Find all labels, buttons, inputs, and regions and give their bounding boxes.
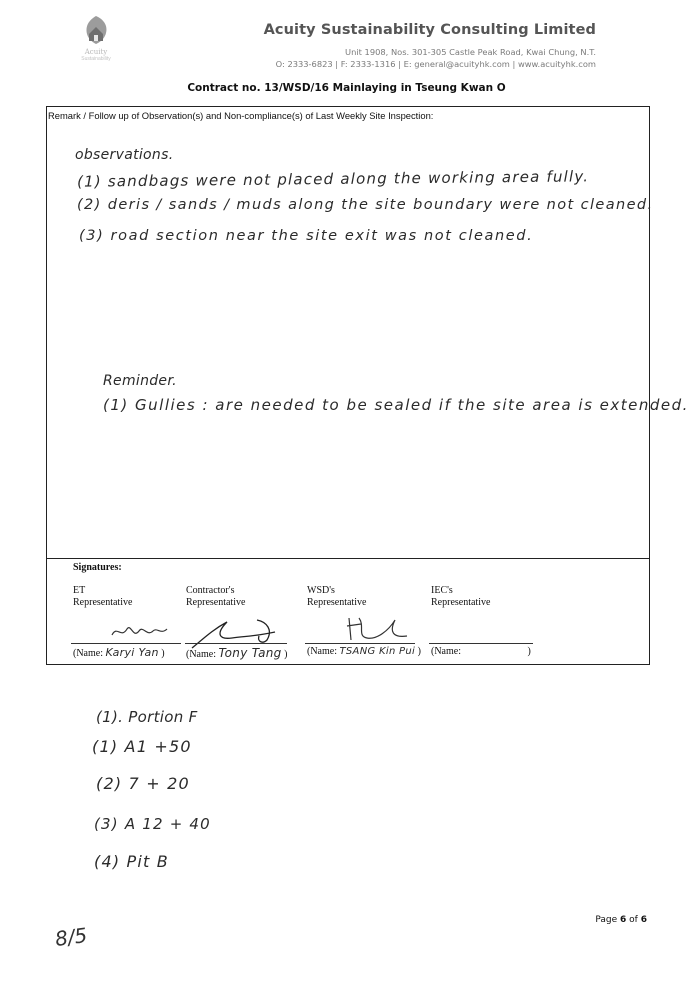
contractor-signature-mark bbox=[187, 610, 287, 650]
name-close: ) bbox=[417, 646, 421, 657]
contractor-name-value: Tony Tang bbox=[218, 646, 282, 660]
signature-role-iec bbox=[431, 585, 490, 609]
signature-role-wsd bbox=[307, 585, 366, 609]
role-line: Representative bbox=[73, 597, 133, 608]
company-logo bbox=[70, 14, 122, 74]
wsd-name-field bbox=[307, 646, 421, 657]
page-current: 6 bbox=[620, 915, 627, 925]
signatures-title: Signatures: bbox=[73, 562, 122, 573]
signature-line bbox=[429, 643, 533, 644]
reminder-heading: Reminder. bbox=[103, 373, 177, 389]
company-info bbox=[264, 22, 596, 70]
role-line: Representative bbox=[186, 597, 246, 608]
wsd-signature-mark bbox=[337, 612, 417, 646]
page-total: 6 bbox=[640, 915, 647, 925]
name-label: (Name: bbox=[73, 648, 103, 659]
logo-house-icon bbox=[79, 14, 113, 48]
page-of: of bbox=[629, 915, 638, 925]
reminder-item-1: (1) Gullies : are needed to be sealed if the site area is extended. bbox=[103, 396, 689, 414]
signature-role-contractor bbox=[186, 585, 245, 609]
company-name: Acuity Sustainability Consulting Limited bbox=[263, 22, 596, 38]
signature-line bbox=[71, 643, 181, 644]
logo-text: Acuity bbox=[84, 48, 108, 56]
company-address: Unit 1908, Nos. 301-305 Castle Peak Road, Kwai Chung, N.T. bbox=[345, 47, 596, 57]
signature-divider bbox=[47, 558, 649, 559]
name-close: ) bbox=[161, 648, 165, 659]
name-label: (Name: bbox=[186, 649, 216, 660]
signature-role-et bbox=[73, 585, 132, 609]
name-label: (Name: bbox=[307, 646, 337, 657]
observation-item-1: (1) sandbags were not placed along the working area fully. bbox=[76, 167, 590, 191]
remark-label: Remark / Follow up of Observation(s) and Non-compliance(s) of Last Weekly Site Inspection: bbox=[48, 110, 434, 121]
note-item-1: (1). Portion F bbox=[96, 708, 198, 726]
et-name-value: Karyi Yan bbox=[105, 646, 159, 659]
observation-item-2: (2) deris / sands / muds along the site boundary were not cleaned. bbox=[77, 197, 654, 213]
wsd-name-value: TSANG Kin Pui bbox=[339, 646, 416, 657]
signature-line bbox=[305, 643, 415, 644]
role-line: WSD's bbox=[307, 585, 335, 596]
observations-heading: observations. bbox=[75, 147, 174, 163]
name-close: ) bbox=[527, 646, 531, 657]
logo-subtext: Sustainability bbox=[81, 56, 111, 62]
contract-title: Contract no. 13/WSD/16 Mainlaying in Tseung Kwan O bbox=[187, 82, 506, 94]
note-item-3: (2) 7 + 20 bbox=[96, 774, 190, 793]
role-line: Representative bbox=[307, 597, 367, 608]
note-item-4: (3) A 12 + 40 bbox=[94, 815, 211, 833]
note-item-2: (1) A1 +50 bbox=[92, 737, 192, 756]
name-close: ) bbox=[284, 649, 288, 660]
iec-name-field bbox=[431, 646, 531, 657]
page-label: Page bbox=[595, 915, 618, 925]
note-item-5: (4) Pit B bbox=[94, 852, 169, 871]
company-contacts: O: 2333-6823 | F: 2333-1316 | E: general@acuityhk.com | www.acuityhk.com bbox=[275, 59, 596, 69]
role-line: Representative bbox=[431, 597, 491, 608]
et-name-field bbox=[73, 646, 165, 659]
signature-line bbox=[185, 643, 287, 644]
handwritten-date: 8/5 bbox=[53, 922, 89, 952]
contractor-name-field bbox=[186, 646, 287, 660]
page-number bbox=[595, 915, 647, 925]
role-line: Contractor's bbox=[186, 585, 235, 596]
role-line: ET bbox=[73, 585, 86, 596]
role-line: IEC's bbox=[431, 585, 453, 596]
observation-item-3: (3) road section near the site exit was not cleaned. bbox=[79, 228, 534, 244]
name-label: (Name: bbox=[431, 646, 461, 657]
remark-box bbox=[46, 106, 689, 665]
